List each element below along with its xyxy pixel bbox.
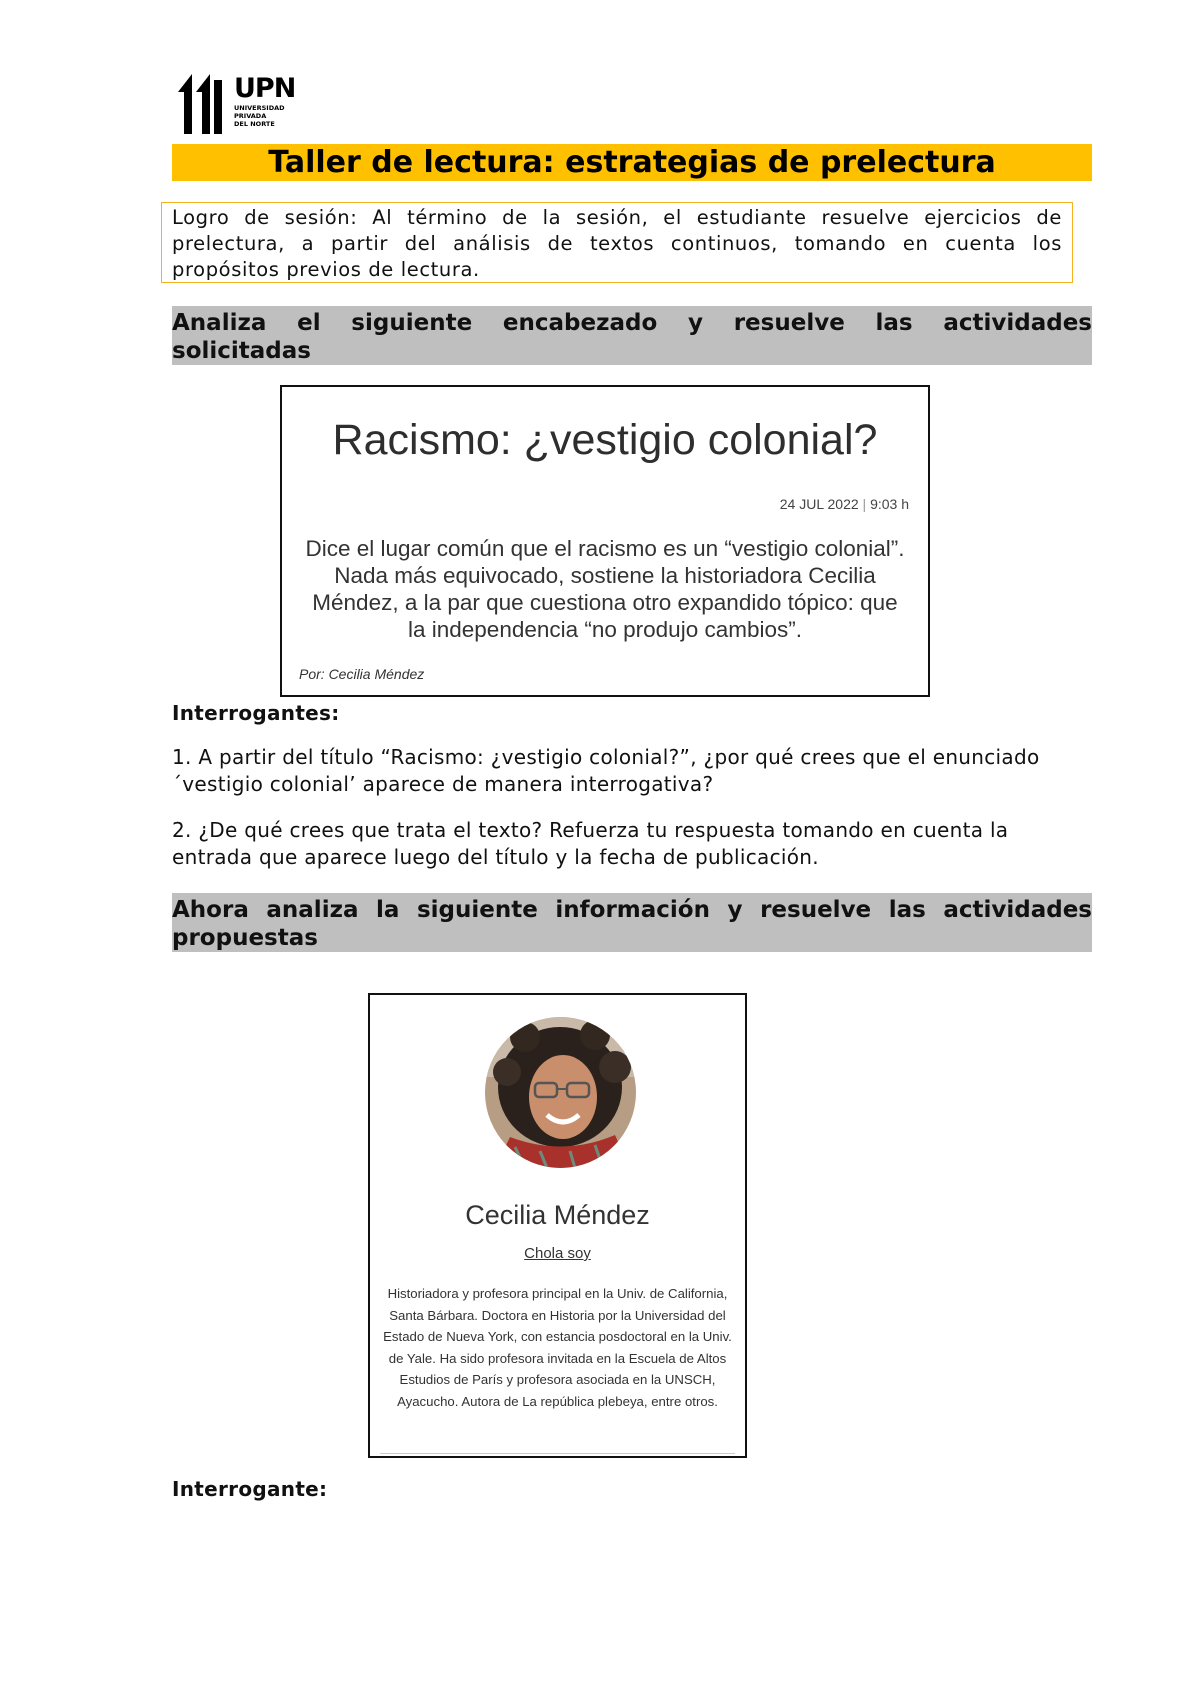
logo-subtitle-2: PRIVADA bbox=[234, 112, 267, 120]
section-heading-1: Analiza el siguiente encabezado y resuelve las actividades solicitadas bbox=[172, 306, 1092, 365]
author-bio-text: Historiadora y profesora principal en la Univ. de California, Santa Bárbara. Doctora en Historia por la Universidad del Estado de Nueva York, con estancia posdoctoral en la Univ. de Yale. Ha sido profesora invitada en la Escuela de Altos Estudios de París y profesora asociada en la UNSCH, Ayacucho. Autora de La república plebeya, entre otros. bbox=[383, 1286, 732, 1409]
session-goal-box: Logro de sesión: Al término de la sesión, el estudiante resuelve ejercicios de prelectura, a partir del análisis de textos continuos, tomando en cuenta los propósitos previos de lectura. bbox=[161, 202, 1073, 283]
document-title-bar bbox=[172, 144, 1092, 181]
article-byline: Por: Cecilia Méndez bbox=[299, 666, 425, 682]
author-bio-card bbox=[368, 993, 747, 1458]
author-column-link[interactable]: Chola soy bbox=[524, 1245, 591, 1262]
section-heading-2: Ahora analiza la siguiente información y resuelve las actividades propuestas bbox=[172, 893, 1092, 952]
author-name: Cecilia Méndez bbox=[465, 1200, 650, 1230]
logo-subtitle-1: UNIVERSIDAD bbox=[234, 104, 285, 112]
question-label-2: Interrogante: bbox=[172, 1477, 328, 1501]
article-header bbox=[280, 385, 930, 697]
questions-label: Interrogantes: bbox=[172, 701, 340, 725]
logo-subtitle-3: DEL NORTE bbox=[234, 120, 275, 128]
article-title: Racismo: ¿vestigio colonial? bbox=[332, 416, 878, 464]
divider bbox=[380, 1453, 735, 1454]
question-1: 1. A partir del título “Racismo: ¿vestigio colonial?”, ¿por qué crees que el enunciado ´vestigio colonial’ aparece de manera interrogativa? bbox=[172, 745, 1040, 796]
article-date-day: 24 JUL 2022 bbox=[779, 496, 859, 512]
article-date-time: 9:03 h bbox=[870, 496, 909, 512]
author-portrait bbox=[485, 1017, 636, 1168]
upn-logo bbox=[178, 73, 296, 134]
question-2: 2. ¿De qué crees que trata el texto? Refuerza tu respuesta tomando en cuenta la entrada que aparece luego del título y la fecha de publicación. bbox=[172, 818, 1009, 869]
logo-brand: UPN bbox=[234, 73, 296, 104]
article-date: 24 JUL 2022 | 9:03 h bbox=[779, 496, 909, 512]
upn-arrow-icon bbox=[178, 74, 228, 134]
document-title: Taller de lectura: estrategias de prelectura bbox=[268, 145, 996, 180]
article-lead: Dice el lugar común que el racismo es un “vestigio colonial”. Nada más equivocado, sostiene la historiadora Cecilia Méndez, a la par que cuestiona otro expandido tópico: que la independencia “no produjo cambios”. bbox=[305, 536, 905, 642]
